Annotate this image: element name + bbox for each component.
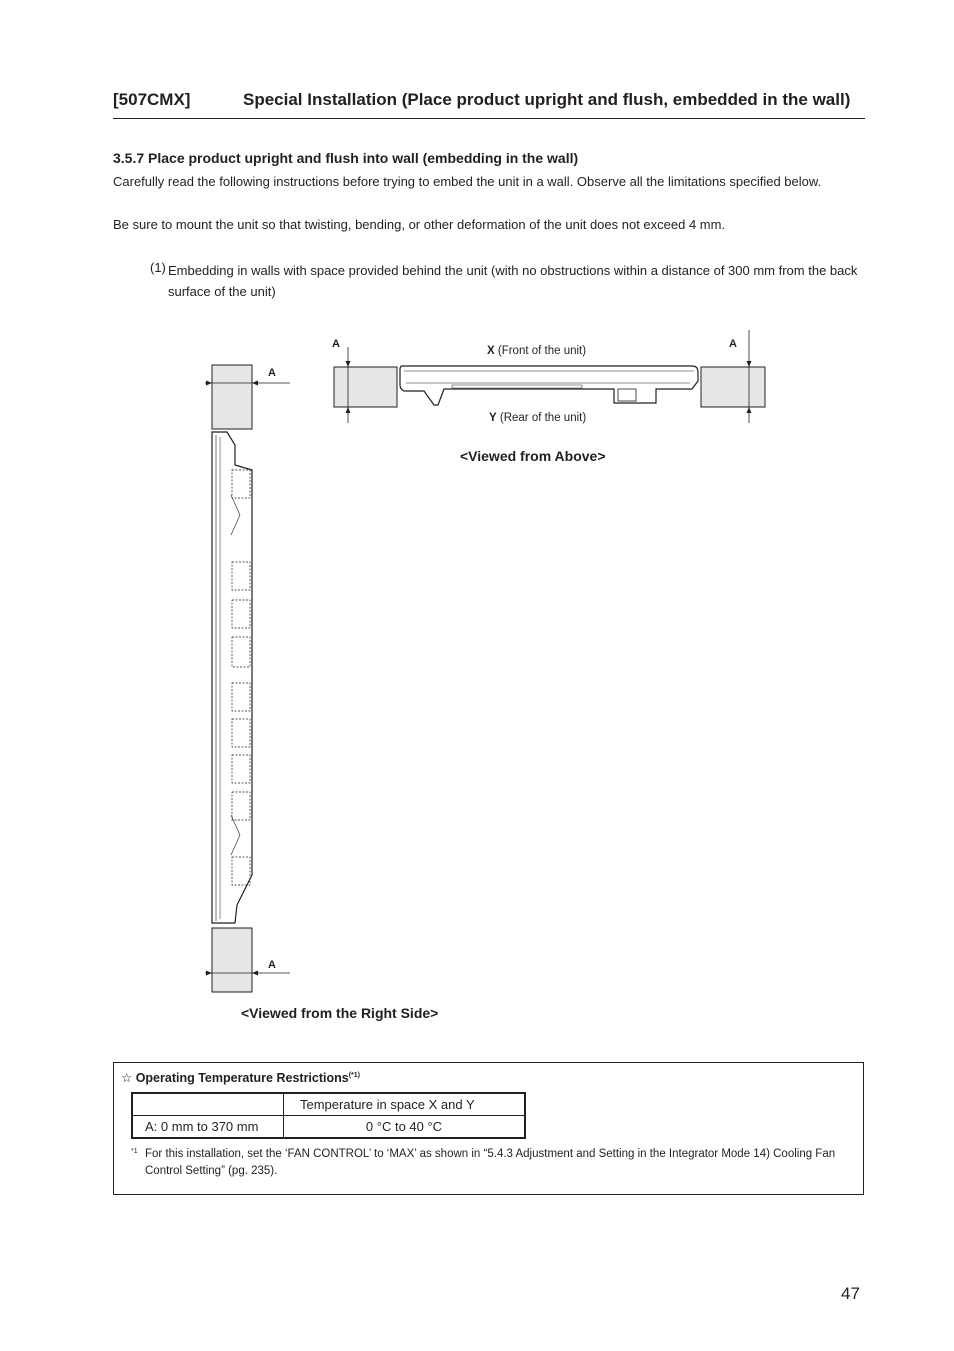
left-wall	[334, 367, 397, 407]
caption-viewed-from-right-side: <Viewed from the Right Side>	[241, 1005, 439, 1021]
restriction-title-note: (*1)	[348, 1071, 360, 1079]
unit-outline-top	[400, 366, 698, 405]
star-icon: ☆	[121, 1071, 133, 1085]
x-letter: X	[487, 345, 495, 357]
side-label-a-bottom: A	[268, 959, 276, 971]
table-cell-range: A: 0 mm to 370 mm	[132, 1116, 284, 1139]
table-header-cell	[132, 1093, 284, 1116]
table-header-cell: Temperature in space X and Y	[284, 1093, 526, 1116]
item-text: Embedding in walls with space provided behind the unit (with no obstructions within a distance of 300 mm from the back surface of the unit)	[168, 263, 858, 299]
y-letter: Y	[489, 412, 497, 424]
page-header	[113, 88, 865, 119]
top-label-a-right: A	[729, 338, 737, 350]
table-row	[132, 1116, 525, 1139]
y-text: (Rear of the unit)	[499, 412, 587, 424]
y-rear-label	[489, 412, 586, 424]
unit-outline-side	[212, 432, 252, 923]
intro-paragraph-2: Be sure to mount the unit so that twisting, bending, or other deformation of the unit does not exceed 4 mm.	[113, 217, 726, 232]
side-view-diagram	[195, 355, 305, 1000]
footnote-mark: *1	[131, 1148, 138, 1155]
x-text: (Front of the unit)	[497, 345, 587, 357]
section-title: 3.5.7 Place product upright and flush into wall (embedding in the wall)	[113, 150, 579, 166]
model-label: [507CMX]	[113, 90, 191, 109]
caption-viewed-from-above: <Viewed from Above>	[460, 448, 606, 464]
table-cell-temperature: 0 °C to 40 °C	[284, 1116, 526, 1139]
item-number: (1)	[150, 260, 166, 275]
footnote-text: For this installation, set the ‘FAN CONTROL’ to ‘MAX’ as shown in “5.4.3 Adjustment and Setting in the Integrator Mode 14) Cooling Fan Control Setting” (pg. 235).	[145, 1148, 836, 1177]
x-front-label	[487, 345, 586, 357]
top-label-a-left: A	[332, 338, 340, 350]
page-number: 47	[841, 1284, 860, 1303]
bottom-wall	[212, 928, 252, 992]
restriction-title	[121, 1070, 360, 1085]
intro-paragraph-1: Carefully read the following instructions before trying to embed the unit in a wall. Observe all the limitations specified below.	[113, 174, 822, 189]
restriction-title-text: Operating Temperature Restrictions	[135, 1071, 349, 1085]
temperature-table	[131, 1092, 526, 1139]
top-wall	[212, 365, 252, 429]
header-title: Special Installation (Place product upright and flush, embedded in the wall)	[243, 90, 851, 109]
side-label-a-top: A	[268, 367, 276, 379]
table-header-row	[132, 1093, 525, 1116]
right-wall	[701, 367, 765, 407]
